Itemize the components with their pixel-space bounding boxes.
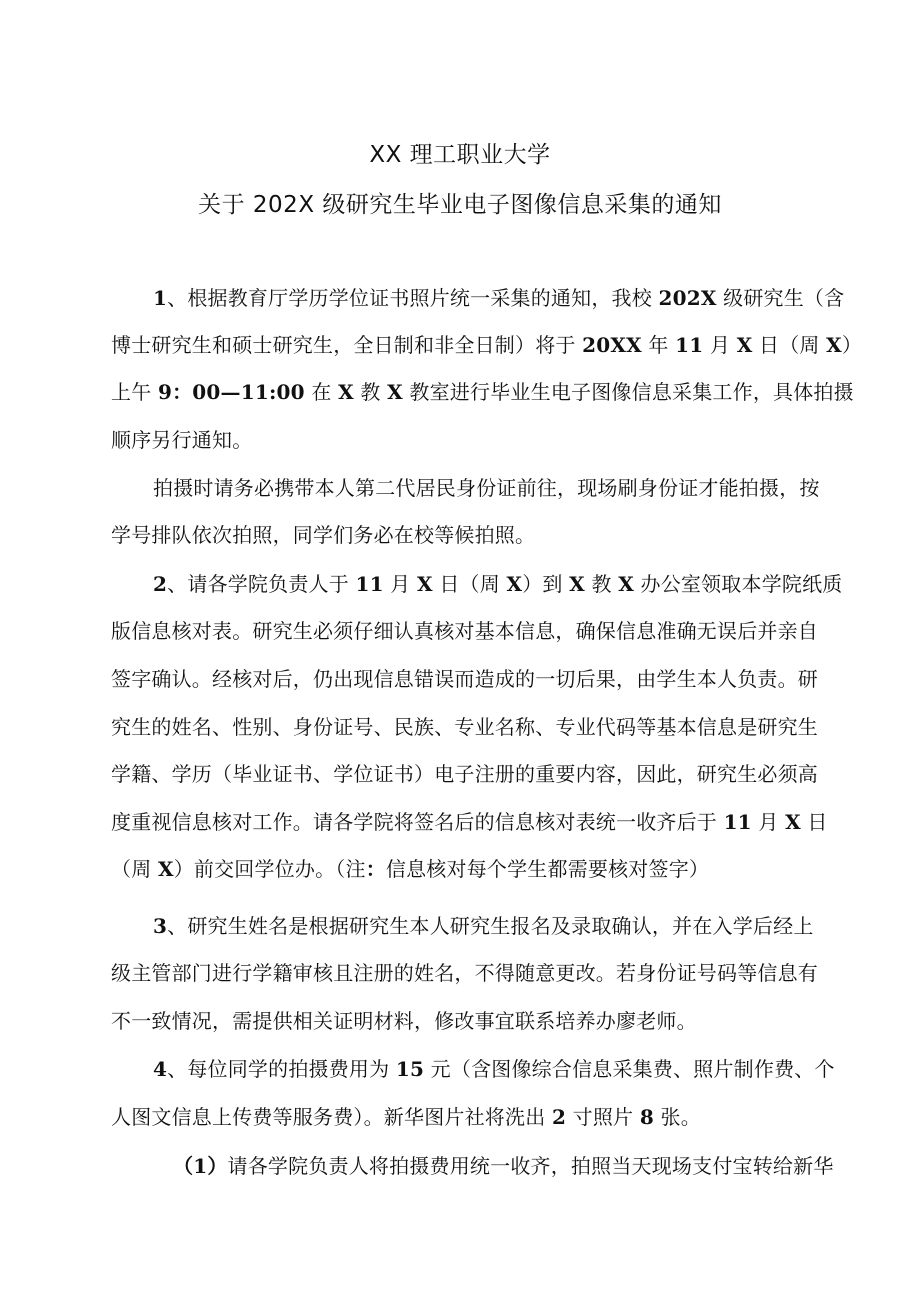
paragraph-line: 拍摄时请务必携带本人第二代居民身份证前往，现场刷身份证才能拍摄，按	[153, 476, 820, 500]
document-title-school: XX 理工职业大学	[369, 142, 551, 168]
bold-token: X	[618, 572, 634, 596]
bold-token: 11	[355, 572, 384, 596]
paragraph-line: 级主管部门进行学籍审核且注册的姓名，不得随意更改。若身份证号码等信息有	[111, 961, 818, 985]
bold-token: 2	[153, 572, 168, 596]
bold-token: 15	[395, 1057, 425, 1081]
paragraph-line: 博士研究生和硕士研究生，全日制和非全日制）将于 20XX 年 11 月 X 日（周 X）	[111, 333, 863, 357]
paragraph-line: 人图文信息上传费等服务费）。新华图片社将洗出 2 寸照片 8 张。	[111, 1105, 701, 1129]
paragraph-line: 1、根据教育厅学历学位证书照片统一采集的通知，我校 202X 级研究生（含	[153, 286, 845, 310]
document-title-notice: 关于 202X 级研究生毕业电子图像信息采集的通知	[198, 192, 722, 218]
bold-token: 3	[153, 914, 168, 938]
bold-token: 20XX	[582, 333, 642, 357]
bold-token: X	[417, 572, 433, 596]
bold-token: X	[338, 380, 354, 404]
paragraph-line: （周 X）前交回学位办。（注：信息核对每个学生都需要核对签字）	[111, 857, 710, 881]
paragraph-line: 4、每位同学的拍摄费用为 15 元（含图像综合信息采集费、照片制作费、个	[153, 1057, 835, 1081]
bold-token: 4	[153, 1057, 168, 1081]
bold-token: X	[826, 333, 842, 357]
bold-token: 11	[723, 810, 752, 834]
bold-token: X	[387, 380, 403, 404]
bold-token: X	[569, 572, 585, 596]
paragraph-line: 学号排队依次拍照，同学们务必在校等候拍照。	[111, 523, 536, 547]
paragraph-line: 上午 9：00—11:00 在 X 教 X 教室进行毕业生电子图像信息采集工作，具体拍摄	[111, 380, 854, 404]
bold-token: 2	[551, 1105, 567, 1129]
paragraph-line: 学籍、学历（毕业证书、学位证书）电子注册的重要内容，因此，研究生必须高	[111, 762, 818, 786]
bold-token: X	[506, 572, 523, 596]
paragraph-line: 顺序另行通知。	[111, 428, 253, 452]
paragraph-line: 3、研究生姓名是根据研究生本人研究生报名及录取确认，并在入学后经上	[153, 914, 814, 938]
bold-token: 9：00—11:00	[157, 380, 305, 404]
bold-token: X	[736, 333, 753, 357]
bold-token: X	[785, 810, 801, 834]
paragraph-line: 版信息核对表。研究生必须仔细认真核对基本信息，确保信息准确无误后并亲自	[111, 619, 818, 643]
paragraph-line: 不一致情况，需提供相关证明材料，修改事宜联系培养办廖老师。	[111, 1009, 697, 1033]
paragraph-line: （1）请各学院负责人将拍摄费用统一收齐，拍照当天现场支付宝转给新华	[173, 1154, 834, 1178]
bold-token: 11	[675, 333, 704, 357]
paragraph-line: 度重视信息核对工作。请各学院将签名后的信息核对表统一收齐后于 11 月 X 日	[111, 810, 828, 834]
bold-token: 8	[639, 1105, 654, 1129]
bold-token: （1）	[173, 1154, 228, 1178]
bold-token: X	[157, 857, 174, 881]
bold-token: 202X	[658, 286, 717, 310]
paragraph-line: 签字确认。经核对后，仍出现信息错误而造成的一切后果，由学生本人负责。研	[111, 667, 818, 691]
bold-token: 1	[153, 286, 168, 310]
paragraph-line: 2、请各学院负责人于 11 月 X 日（周 X）到 X 教 X 办公室领取本学院纸质	[153, 572, 843, 596]
paragraph-line: 究生的姓名、性别、身份证号、民族、专业名称、专业代码等基本信息是研究生	[111, 715, 818, 739]
bold-token: ：	[365, 857, 386, 881]
